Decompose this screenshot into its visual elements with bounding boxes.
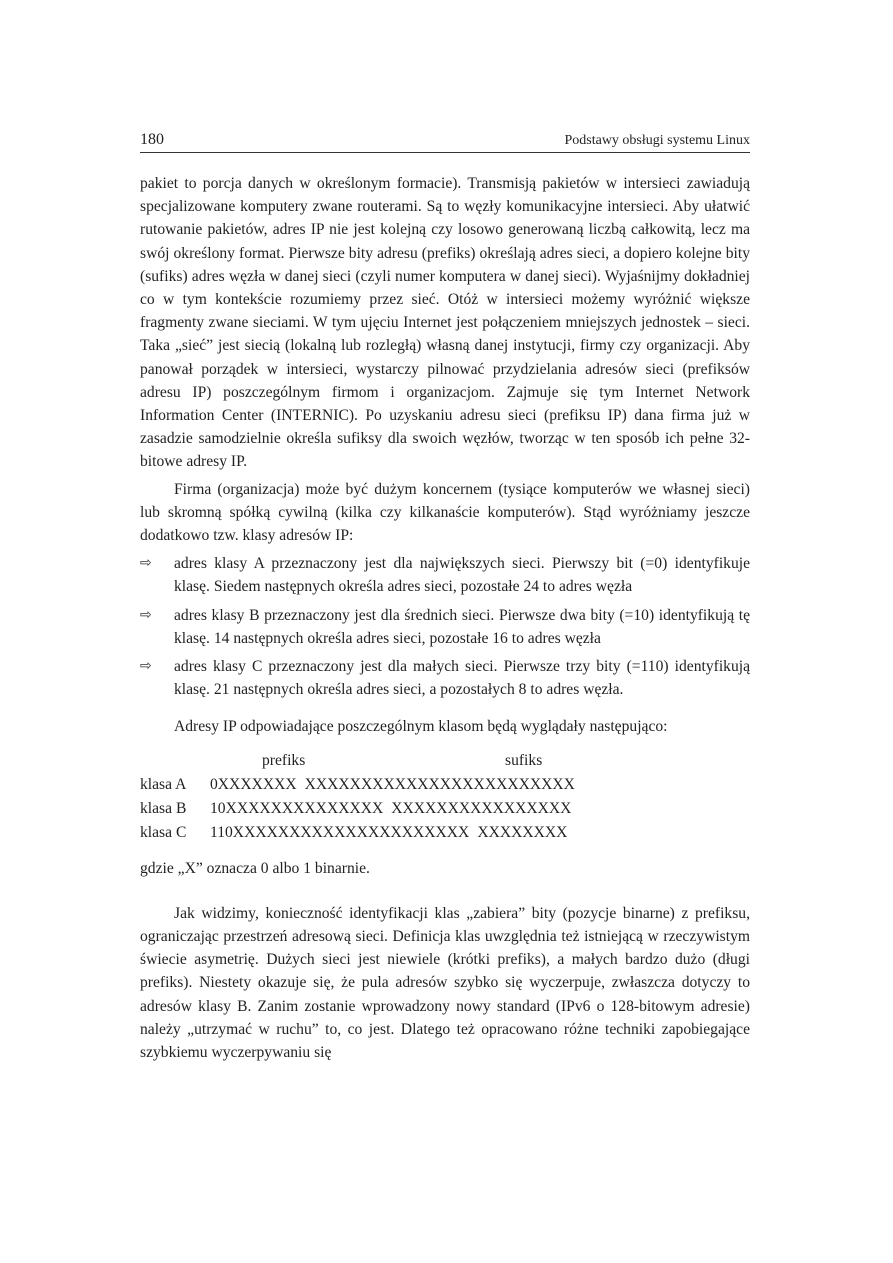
list-item xyxy=(140,552,750,598)
body-paragraph: Firma (organizacja) może być dużym koncernem (tysiące komputerów we własnej sieci) lub skromną spółką cywilną (kilka czy kilkanaście komputerów). Stąd wyróżniamy jeszcze dodatkowo tzw. klasy adresów IP: xyxy=(140,480,750,545)
class-label: klasa A xyxy=(140,775,187,793)
list-item-text: adres klasy B przeznaczony jest dla średnich sieci. Pierwsze dwa bity (=10) identyfikują tę klasę. 14 następnych określa adres sieci, pozostałe 16 to adres węzła xyxy=(174,606,750,647)
page-header xyxy=(140,131,750,153)
address-class-list xyxy=(140,552,750,701)
body-paragraph: pakiet to porcja danych w określonym formacie). Transmisją pakietów w intersieci zawiadują specjalizowane komputery zwane routerami. Są to węzły komunikacyjne intersieci. Aby ułatwić rutowanie pakietów, adres IP nie jest kolejną czy losowo generowaną liczbą całkowitą, lecz ma swój określony format. Pierwsze bity adresu (prefiks) określają adres sieci, a dopiero kolejne bity (sufiks) adres węzła w danej sieci (czyli numer komputera w danej sieci). Wyjaśnijmy dokładniej co w tym kontekście rozumiemy przez sieć. Otóż w intersieci możemy wyróżnić większe fragmenty zwane sieciami. W tym ujęciu Internet jest połączeniem mniejszych jednostek – sieci. Taka „sieć” jest siecią (lokalną lub rozległą) własną danej instytucji, firmy czy organizacji. Aby panował porządek w intersieci, wystarczy pilnować przydzielania adresów sieci (prefiksów adresu IP) poszczególnym firmom i organizacjom. Zajmuje się tym Internet Network Information Center (INTERNIC). Po uzyskaniu adresu sieci (prefiksu IP) dana firma już w zasadzie samodzielnie określa sufiksy dla swoich węzłów, tworząc w ten sposób ich pełne 32-bitowe adresy IP. xyxy=(140,175,750,471)
right-arrow-icon: ⇨ xyxy=(140,658,152,675)
list-item xyxy=(140,655,750,701)
table-row xyxy=(140,797,571,820)
table-row xyxy=(140,773,575,796)
class-label: klasa B xyxy=(140,799,187,817)
prefix-bits: 110XXXXXXXXXXXXXXXXXXXXX xyxy=(210,823,470,841)
prefix-bits: 0XXXXXXX xyxy=(210,775,297,793)
binary-note: gdzie „X” oznacza 0 albo 1 binarnie. xyxy=(140,859,370,877)
list-item xyxy=(140,604,750,650)
header-rule xyxy=(140,152,750,153)
suffix-bits: XXXXXXXXXXXXXXXX xyxy=(391,799,572,817)
running-title: Podstawy obsługi systemu Linux xyxy=(564,133,750,148)
class-label: klasa C xyxy=(140,823,187,841)
table-intro: Adresy IP odpowiadające poszczególnym klasom będą wyglądały następująco: xyxy=(174,718,668,736)
suffix-column-header: sufiks xyxy=(505,751,543,769)
page-content xyxy=(140,172,750,1064)
body-paragraph: Jak widzimy, konieczność identyfikacji klas „zabiera” bity (pozycje binarne) z prefiksu, ograniczając przestrzeń adresową sieci. Definicja klas uwzględnia też istniejącą w rzeczywistym świecie asymetrię. Dużych sieci jest niewiele (krótki prefiks), a małych bardzo dużo (długi prefiks). Niestety okazuje się, że pula adresów szybko się wyczerpuje, zwłaszcza dotyczy to adresów klasy B. Zanim zostanie wprowadzony nowy standard (IPv6 o 128-bitowym adresie) należy „utrzymać w ruchu” to, co jest. Dlatego też opracowano różne techniki zapobiegające szybkiemu wyczerpywaniu się xyxy=(140,904,750,1062)
page-number: 180 xyxy=(140,131,164,148)
ip-class-table xyxy=(140,749,750,845)
suffix-bits: XXXXXXXXXXXXXXXXXXXXXXXX xyxy=(304,775,575,793)
suffix-bits: XXXXXXXX xyxy=(477,823,568,841)
table-row xyxy=(140,821,567,844)
prefix-column-header: prefiks xyxy=(262,751,306,769)
list-item-text: adres klasy C przeznaczony jest dla małych sieci. Pierwsze trzy bity (=110) identyfikują klasę. 21 następnych określa adres sieci, a pozostałych 8 to adres węzła. xyxy=(174,658,750,699)
right-arrow-icon: ⇨ xyxy=(140,555,152,572)
prefix-bits: 10XXXXXXXXXXXXXX xyxy=(210,799,384,817)
right-arrow-icon: ⇨ xyxy=(140,606,152,623)
list-item-text: adres klasy A przeznaczony jest dla największych sieci. Pierwszy bit (=0) identyfikuje klasę. Siedem następnych określa adres sieci, pozostałe 24 to adres węzła xyxy=(174,555,750,596)
